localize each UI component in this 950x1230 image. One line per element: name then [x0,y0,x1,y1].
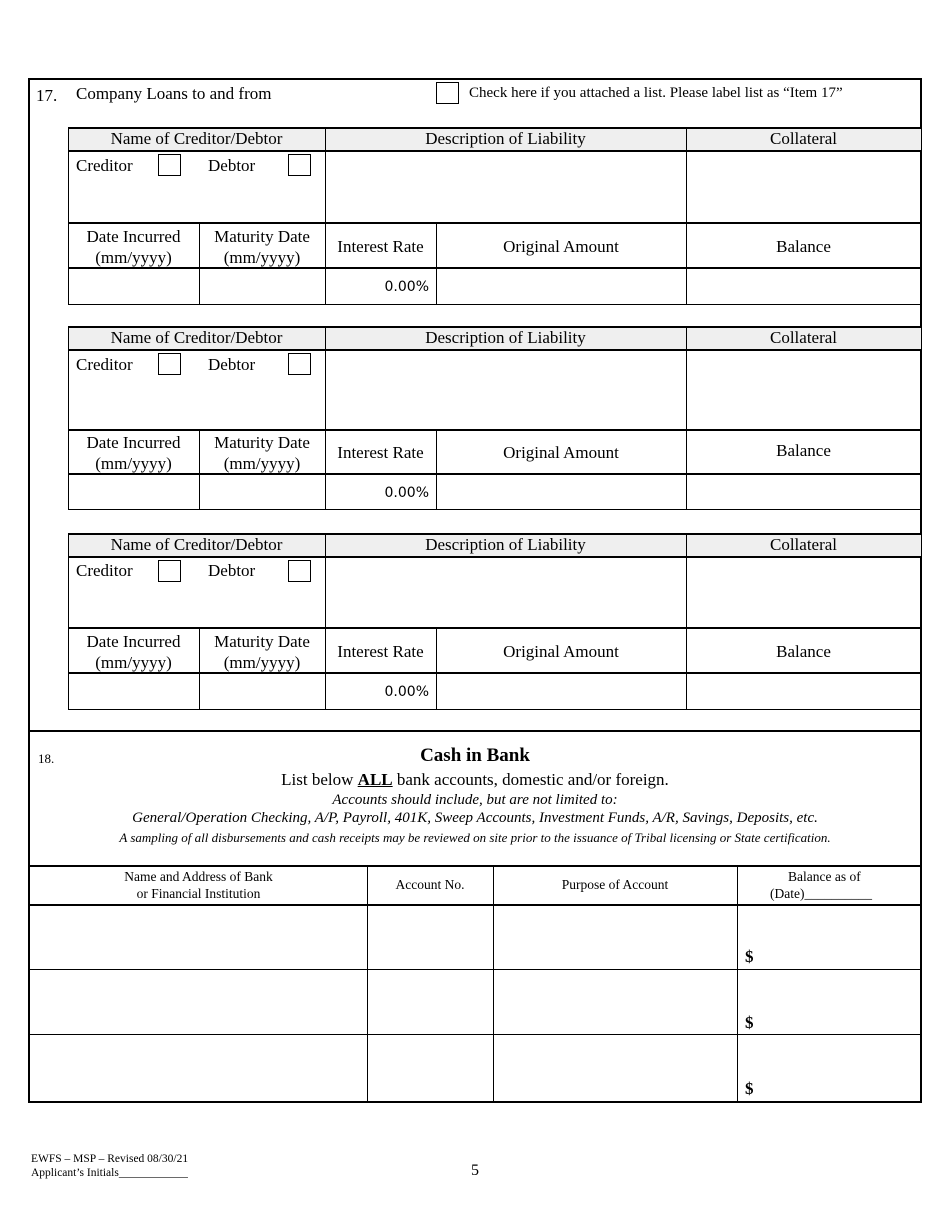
item-18-sampling-note: A sampling of all disbursements and cash receipts may be reviewed on site prior to the issuance of Tribal licensing or State certification. [119,830,831,845]
creditor-checkbox[interactable] [158,154,181,176]
maturity-date-label: Maturity Date (mm/yyyy) [214,227,310,267]
balance-label: Balance [776,441,831,460]
interest-rate-label: Interest Rate [337,642,424,661]
header-description-of-liability: Description of Liability [425,129,586,148]
header-name-creditor-debtor: Name of Creditor/Debtor [110,535,283,554]
interest-rate-value[interactable]: 0.00% [384,684,429,700]
date-incurred-label: Date Incurred (mm/yyyy) [86,632,181,672]
attached-list-note: Check here if you attached a list. Please label list as “Item 17” [469,85,843,101]
item-17-number: 17. [36,86,58,105]
debtor-label: Debtor [208,355,256,374]
balance-dollar-sign: $ [745,1079,754,1098]
header-collateral: Collateral [769,328,838,347]
item-18-accounts-list: General/Operation Checking, A/P, Payroll, 401K, Sweep Accounts, Investment Funds, A/R, Savings, Deposits, etc. [132,810,818,826]
original-amount-label: Original Amount [503,642,619,661]
maturity-date-label: Maturity Date (mm/yyyy) [214,632,310,672]
creditor-label: Creditor [76,355,133,374]
maturity-date-label: Maturity Date (mm/yyyy) [214,433,310,473]
header-collateral: Collateral [769,535,838,554]
form-id: EWFS – MSP – Revised 08/30/21 [31,1153,189,1165]
debtor-checkbox[interactable] [288,353,311,375]
date-incurred-label: Date Incurred (mm/yyyy) [86,433,181,473]
debtor-checkbox[interactable] [288,154,311,176]
interest-rate-label: Interest Rate [337,443,424,462]
balance-column-header: Balance as of (Date)__________ [770,869,872,901]
interest-rate-value[interactable]: 0.00% [384,279,429,295]
header-collateral: Collateral [769,129,838,148]
header-description-of-liability: Description of Liability [425,535,586,554]
item-17-title: Company Loans to and from [76,84,272,103]
bank-name-column-header: Name and Address of Bank or Financial Institution [124,869,273,901]
balance-dollar-sign: $ [745,1013,754,1032]
item-18-instruction: List below ALL bank accounts, domestic and/or foreign. [281,770,669,789]
item-18-accounts-note: Accounts should include, but are not limited to: [332,792,618,808]
header-name-creditor-debtor: Name of Creditor/Debtor [110,129,283,148]
interest-rate-value[interactable]: 0.00% [384,485,429,501]
account-no-column-header: Account No. [395,877,465,892]
header-name-creditor-debtor: Name of Creditor/Debtor [110,328,283,347]
debtor-label: Debtor [208,156,256,175]
item-18-title: Cash in Bank [420,745,530,766]
item-18-number: 18. [38,751,55,766]
header-description-of-liability: Description of Liability [425,328,586,347]
creditor-label: Creditor [76,561,133,580]
original-amount-label: Original Amount [503,237,619,256]
purpose-column-header: Purpose of Account [561,877,669,892]
balance-dollar-sign: $ [745,947,754,966]
creditor-label: Creditor [76,156,133,175]
original-amount-label: Original Amount [503,443,619,462]
date-incurred-label: Date Incurred (mm/yyyy) [86,227,181,267]
debtor-label: Debtor [208,561,256,580]
debtor-checkbox[interactable] [288,560,311,582]
creditor-checkbox[interactable] [158,353,181,375]
attached-list-checkbox[interactable] [436,82,459,104]
balance-label: Balance [776,642,831,661]
applicant-initials: Applicant’s Initials____________ [31,1167,188,1179]
interest-rate-label: Interest Rate [337,237,424,256]
creditor-checkbox[interactable] [158,560,181,582]
page-number: 5 [471,1162,479,1179]
balance-label: Balance [776,237,831,256]
